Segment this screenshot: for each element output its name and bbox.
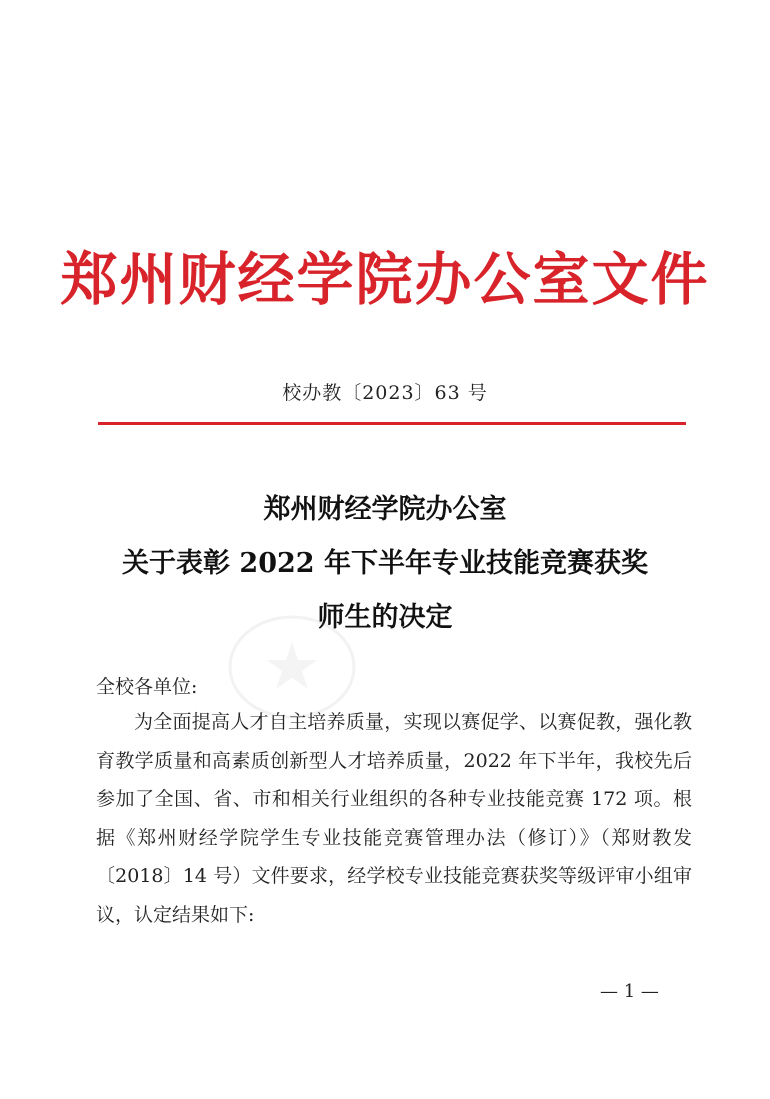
decision-title-line-1: 郑州财经学院办公室 <box>263 494 507 525</box>
decision-title-line-2: 关于表彰 2022 年下半年专业技能竞赛获奖 <box>122 548 648 579</box>
decision-title-line-3: 师生的决定 <box>317 602 453 633</box>
page-number: — 1 — <box>600 981 659 1002</box>
document-number: 校办教〔2023〕63 号 <box>282 382 488 404</box>
salutation: 全校各单位: <box>96 676 198 698</box>
issuer-title: 郑州财经学院办公室文件 <box>60 247 710 313</box>
body-paragraph: 为全面提高人才自主培养质量，实现以赛促学、以赛促教，强化教育教学质量和高素质创新型人才培养质量，2022 年下半年，我校先后参加了全国、省、市和相关行业组织的各种专业技能竞赛 172 项。根据《郑州财经学院学生专业技能竞赛管理办法（修订）》（郑财教发〔2018〕14 号）文件要求，经学校专业技能竞赛获奖等级评审小组审议，认定结果如下: <box>96 711 692 926</box>
red-divider-line <box>98 422 686 425</box>
